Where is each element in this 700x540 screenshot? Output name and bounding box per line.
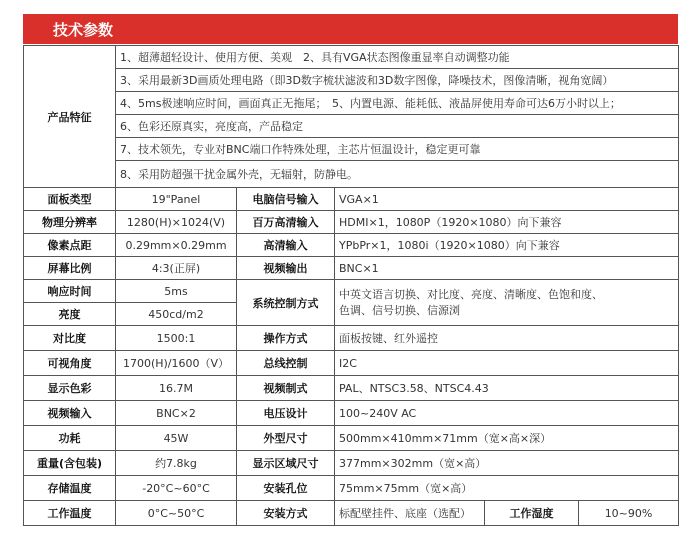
table-row xyxy=(24,211,679,234)
spec-value: -20°C~60°C xyxy=(116,476,237,501)
spec-label: 视频输出 xyxy=(237,257,335,280)
sys-control-line1: 中英文语言切换、对比度、亮度、清晰度、色饱和度、 xyxy=(339,287,603,301)
feature-item: 7、技术领先，专业对BNC端口作特殊处理，主芯片恒温设计，稳定更可靠 xyxy=(116,138,679,161)
feature-item: 6、色彩还原真实，亮度高，产品稳定 xyxy=(116,115,679,138)
spec-value: 1500:1 xyxy=(116,326,237,351)
spec-value: 标配壁挂件、底座（选配） xyxy=(335,501,485,526)
table-row xyxy=(24,280,679,303)
spec-label: 安装孔位 xyxy=(237,476,335,501)
spec-label: 操作方式 xyxy=(237,326,335,351)
sys-control-line2: 色调、信号切换、信源浏 xyxy=(339,303,460,317)
features-label: 产品特征 xyxy=(24,46,116,188)
spec-label: 重量(含包装) xyxy=(24,451,116,476)
table-row xyxy=(24,138,679,161)
table-row xyxy=(24,46,679,69)
spec-label: 显示区域尺寸 xyxy=(237,451,335,476)
spec-label: 对比度 xyxy=(24,326,116,351)
spec-value: 75mm×75mm（宽×高） xyxy=(335,476,679,501)
spec-value: VGA×1 xyxy=(335,188,679,211)
spec-value: YPbPr×1，1080i（1920×1080）向下兼容 xyxy=(335,234,679,257)
table-row xyxy=(24,501,679,526)
spec-value: 1280(H)×1024(V) xyxy=(116,211,237,234)
spec-label: 响应时间 xyxy=(24,280,116,303)
table-row xyxy=(24,351,679,376)
spec-label: 外型尺寸 xyxy=(237,426,335,451)
spec-value: 面板按键、红外遥控 xyxy=(335,326,679,351)
spec-value: 0.29mm×0.29mm xyxy=(116,234,237,257)
spec-label: 像素点距 xyxy=(24,234,116,257)
spec-label: 百万高清输入 xyxy=(237,211,335,234)
spec-value: BNC×1 xyxy=(335,257,679,280)
spec-label: 存储温度 xyxy=(24,476,116,501)
spec-label: 工作温度 xyxy=(24,501,116,526)
section-title: 技术参数 xyxy=(53,21,114,39)
spec-label: 可视角度 xyxy=(24,351,116,376)
table-row xyxy=(24,257,679,280)
table-row xyxy=(24,92,679,115)
spec-label: 面板类型 xyxy=(24,188,116,211)
spec-value: PAL、NTSC3.58、NTSC4.43 xyxy=(335,376,679,401)
spec-value: 5ms xyxy=(116,280,237,303)
spec-label: 安装方式 xyxy=(237,501,335,526)
spec-value: HDMI×1，1080P（1920×1080）向下兼容 xyxy=(335,211,679,234)
spec-value: 约7.8kg xyxy=(116,451,237,476)
spec-label: 亮度 xyxy=(24,303,116,326)
spec-label: 显示色彩 xyxy=(24,376,116,401)
spec-value: 0°C~50°C xyxy=(116,501,237,526)
table-row xyxy=(24,451,679,476)
table-row xyxy=(24,234,679,257)
feature-item: 3、采用最新3D画质处理电路（即3D数字梳状滤波和3D数字图像，降噪技术，图像清晰，视角宽阔） xyxy=(116,69,679,92)
spec-label: 屏幕比例 xyxy=(24,257,116,280)
table-row xyxy=(24,376,679,401)
table-row xyxy=(24,401,679,426)
spec-label: 电压设计 xyxy=(237,401,335,426)
spec-value: 16.7M xyxy=(116,376,237,401)
spec-value: 1700(H)/1600（V） xyxy=(116,351,237,376)
section-header xyxy=(23,14,678,44)
table-row xyxy=(24,161,679,188)
table-row xyxy=(24,188,679,211)
spec-label: 物理分辨率 xyxy=(24,211,116,234)
spec-value: BNC×2 xyxy=(116,401,237,426)
spec-label: 功耗 xyxy=(24,426,116,451)
spec-value: 450cd/m2 xyxy=(116,303,237,326)
spec-table xyxy=(23,45,679,526)
spec-label: 视频输入 xyxy=(24,401,116,426)
table-row xyxy=(24,69,679,92)
table-row xyxy=(24,476,679,501)
spec-value: I2C xyxy=(335,351,679,376)
feature-item: 8、采用防超强干扰金属外壳，无辐射，防静电。 xyxy=(116,161,679,188)
spec-value: 100~240V AC xyxy=(335,401,679,426)
spec-value: 4:3(正屏) xyxy=(116,257,237,280)
spec-label: 高清输入 xyxy=(237,234,335,257)
spec-label: 视频制式 xyxy=(237,376,335,401)
spec-value xyxy=(335,280,679,326)
spec-label: 电脑信号输入 xyxy=(237,188,335,211)
table-row xyxy=(24,326,679,351)
spec-value: 377mm×302mm（宽×高） xyxy=(335,451,679,476)
spec-label: 总线控制 xyxy=(237,351,335,376)
spec-value: 19"Panel xyxy=(116,188,237,211)
feature-item: 4、5ms极速响应时间，画面真正无拖尾； 5、内置电源、能耗低、液晶屏使用寿命可达6万小时以上； xyxy=(116,92,679,115)
table-row xyxy=(24,115,679,138)
spec-value: 10~90% xyxy=(579,501,679,526)
spec-value: 500mm×410mm×71mm（宽×高×深） xyxy=(335,426,679,451)
spec-label: 工作湿度 xyxy=(485,501,579,526)
spec-value: 45W xyxy=(116,426,237,451)
feature-item: 1、超薄超轻设计、使用方便、美观 2、具有VGA状态图像重显率自动调整功能 xyxy=(116,46,679,69)
table-row xyxy=(24,426,679,451)
spec-label: 系统控制方式 xyxy=(237,280,335,326)
